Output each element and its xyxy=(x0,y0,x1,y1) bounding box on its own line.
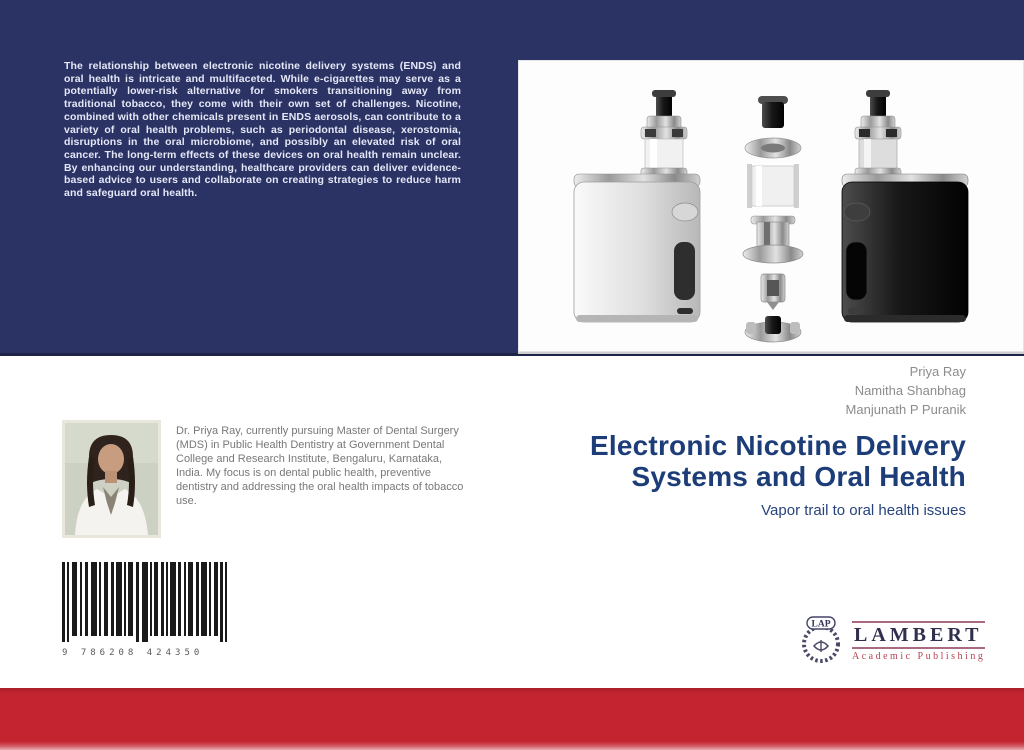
book-subtitle: Vapor trail to oral health issues xyxy=(761,502,966,519)
back-cover-panel xyxy=(0,0,1024,356)
book-title-line-2: Systems and Oral Health xyxy=(631,461,966,492)
publisher-tagline: Academic Publishing xyxy=(852,650,986,662)
black-vape-device xyxy=(842,90,968,322)
author-name-1: Priya Ray xyxy=(909,364,966,379)
white-vape-device xyxy=(574,90,700,322)
title-block xyxy=(406,430,966,519)
publisher-name: LAMBERT xyxy=(852,621,985,649)
publisher-wordmark xyxy=(852,621,985,662)
author-portrait-image xyxy=(65,423,158,535)
vape-product-panel xyxy=(518,60,1024,354)
author-bio: Dr. Priya Ray, currently pursuing Master of Dental Surgery (MDS) in Public Health Dentistry at Government Dental College and Research Institute, Bengaluru, Karnataka, India. My focus is on dental public health, preventive dentistry and addressing the oral health impacts of tobacco use. xyxy=(176,425,464,507)
author-names xyxy=(846,362,966,419)
author-photo xyxy=(62,420,161,538)
book-title-line-1: Electronic Nicotine Delivery xyxy=(590,430,966,461)
author-name-3: Manjunath P Puranik xyxy=(845,402,966,417)
barcode xyxy=(58,562,238,658)
lap-emblem-icon xyxy=(796,614,846,668)
bottom-red-band xyxy=(0,688,1024,750)
back-cover-blurb: The relationship between electronic nicotine delivery systems (ENDS) and oral health is intricate and multifaceted. While e-cigarettes may serve as a potentially lower-risk alternative for smokers transitioning away from traditional tobacco, they come with their own set of challenges. Nicotine, combined with other chemicals present in ENDS aerosols, can contribute to a variety of oral health problems, such as periodontal disease, xerostomia, disruptions in the oral microbiome, and possibly an elevated risk of oral cancer. The long-term effects of these devices on oral health remain unclear. By enhancing our understanding, healthcare providers can deliver evidence-based advice to users and collaborate on creating strategies to reduce harm and safeguard oral health. xyxy=(64,60,461,200)
barcode-bars xyxy=(58,562,234,642)
vape-devices-image xyxy=(518,60,1024,352)
barcode-digits: 9 786208 424350 xyxy=(62,648,204,658)
author-name-2: Namitha Shanbhag xyxy=(854,383,966,398)
lap-emblem-text: LAP xyxy=(811,619,831,630)
publisher-logo xyxy=(796,614,985,668)
tank-parts-image xyxy=(743,96,803,342)
